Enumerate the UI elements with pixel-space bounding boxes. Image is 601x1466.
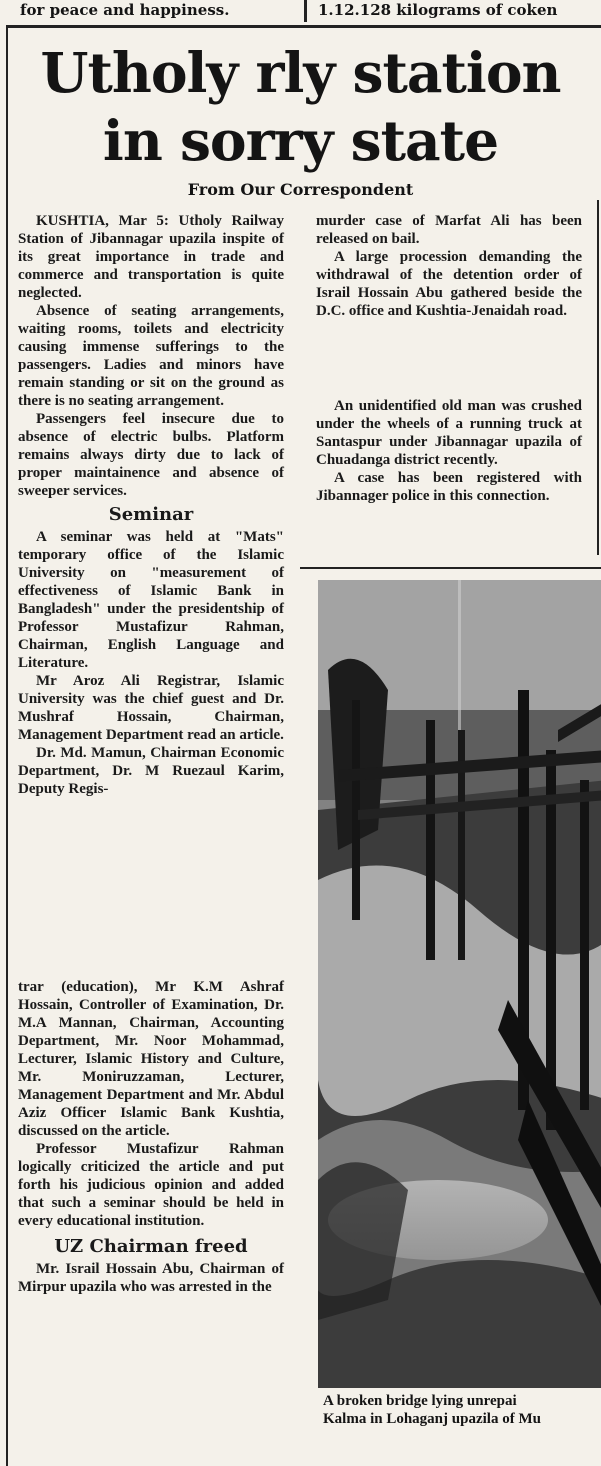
article-left-column bbox=[18, 212, 284, 798]
article-paragraph: murder case of Marfat Ali has been released on bail. bbox=[316, 213, 582, 247]
right-border-rule bbox=[597, 200, 599, 555]
article-paragraph: Passengers feel insecure due to absence of electric bulbs. Platform remains always dirty due to lack of proper maintainence and absence of sweeper services. bbox=[18, 411, 284, 499]
article-left-column-continued bbox=[18, 978, 284, 1296]
top-rule bbox=[6, 25, 601, 28]
article-paragraph: An unidentified old man was crushed under the wheels of a running truck at Santaspur under Jibannagar upazila of Chuadanga district recently. bbox=[316, 398, 582, 468]
column-divider-top bbox=[304, 0, 307, 22]
seminar-paragraph: Mr Aroz Ali Registrar, Islamic University was the chief guest and Dr. Mushraf Hossain, Chairman, Management Department read an article. bbox=[18, 673, 284, 743]
seminar-subheading: Seminar bbox=[108, 504, 194, 525]
photo-caption-line-2: Kalma in Lohaganj upazila of Mu bbox=[323, 1411, 541, 1427]
article-paragraph: A large procession demanding the withdrawal of the detention order of Israil Hossain Abu gathered beside the D.C. office and Kushtia-Jenaidah road. bbox=[316, 249, 582, 319]
previous-article-fragment-left: for peace and happiness. bbox=[20, 1, 230, 19]
photo-separator-rule bbox=[300, 567, 601, 569]
seminar-paragraph: Professor Mustafizur Rahman logically criticized the article and put forth his judicious opinion and added that such a seminar should be held in every educational institution. bbox=[18, 1141, 284, 1229]
broken-bridge-photo bbox=[318, 580, 601, 1388]
seminar-paragraph: A seminar was held at "Mats" temporary office of the Islamic University on "measurement of effectiveness of Islamic Bank in Bangladesh" under the presidentship of Professor Mustafizur Rahman, Chairman, English Language and Literature. bbox=[18, 529, 284, 671]
article-paragraph: A case has been registered with Jibannager police in this connection. bbox=[316, 470, 582, 504]
byline: From Our Correspondent bbox=[187, 180, 414, 199]
article-right-column-part-2 bbox=[316, 397, 582, 505]
article-right-column bbox=[316, 212, 582, 320]
seminar-paragraph: trar (education), Mr K.M Ashraf Hossain, Controller of Examination, Dr. M.A Mannan, Chairman, Accounting Department, Mr. Noor Mohammad, Lecturer, Islamic History and Culture, Mr. Moniruzzaman, Lecturer, Management Department and Mr. Abdul Aziz Officer Islamic Bank Kushtia, discussed on the article. bbox=[18, 979, 284, 1139]
headline-line-2: in sorry state bbox=[102, 108, 499, 173]
uz-chairman-paragraph: Mr. Israil Hossain Abu, Chairman of Mirpur upazila who was arrested in the bbox=[18, 1261, 284, 1295]
photo-caption-line-1: A broken bridge lying unrepai bbox=[323, 1393, 517, 1409]
uz-chairman-subheading: UZ Chairman freed bbox=[54, 1236, 248, 1257]
seminar-paragraph: Dr. Md. Mamun, Chairman Economic Department, Dr. M Ruezaul Karim, Deputy Regis- bbox=[18, 745, 284, 797]
headline-line-1: Utholy rly station bbox=[40, 40, 561, 105]
article-paragraph: KUSHTIA, Mar 5: Utholy Railway Station of Jibannagar upazila inspite of its great importance in trade and commerce and transportation is quite neglected. bbox=[18, 213, 284, 301]
left-border-rule bbox=[6, 25, 8, 1466]
article-paragraph: Absence of seating arrangements, waiting rooms, toilets and electricity causing immense sufferings to the passengers. Ladies and minors have remain standing or sit on the ground as there is no seating arrangement. bbox=[18, 303, 284, 409]
previous-article-fragment-right: 1.12.128 kilograms of coken bbox=[318, 1, 558, 19]
